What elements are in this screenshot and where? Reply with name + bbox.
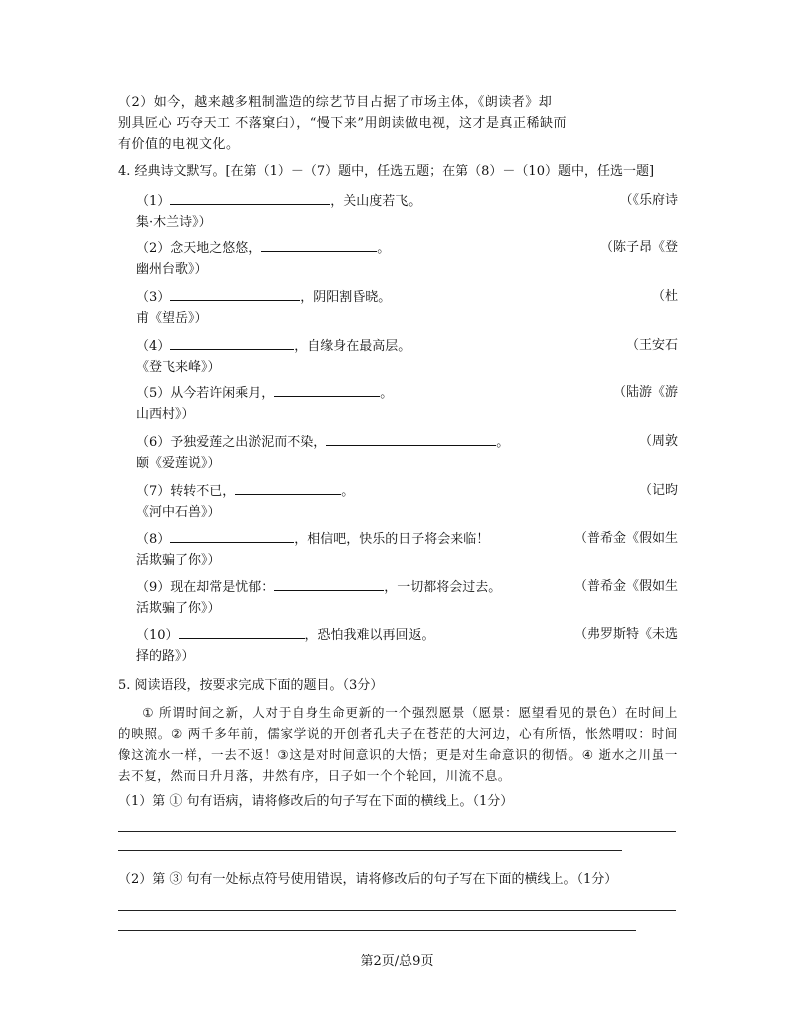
poem-item-2: （2）念天地之悠悠， 。 （陈子昂《登 幽州台歌》） — [136, 237, 678, 280]
poem-item-4: （4） ，自缘身在最高层。 （王安石 《登飞来峰》） — [136, 335, 678, 378]
sub-question-2: （2）第 ③ 句有一处标点符号使用错误，请将修改后的句子写在下面的横线上。（1分） — [118, 872, 618, 887]
answer-blank[interactable] — [170, 286, 300, 301]
answer-blank[interactable] — [179, 624, 305, 639]
answer-blank[interactable] — [274, 576, 384, 591]
question-5-title: 5. 阅读语段，按要求完成下面的题目。（3分） — [118, 678, 384, 693]
para-line-3: 有价值的电视文化。 — [118, 137, 240, 152]
poem-item-1: （1） ，关山度若飞。 （《乐府诗 集·木兰诗》） — [136, 190, 678, 233]
poem-item-5: （5）从今若许闲乘月， 。 （陆游《游 山西村》） — [136, 382, 678, 425]
para-line-1: （2）如今，越来越多粗制滥造的综艺节目占据了市场主体，《朗读者》却 — [118, 95, 553, 110]
answer-line[interactable] — [118, 850, 622, 851]
answer-blank[interactable] — [235, 480, 341, 495]
poem-item-9: （9）现在却常是忧郁： ，一切都将会过去。 （普希金《假如生 活欺骗了你》） — [136, 576, 678, 619]
answer-blank[interactable] — [274, 382, 380, 397]
poem-item-7: （7）转转不已， 。 （记昀 《河中石兽》） — [136, 480, 678, 523]
poem-item-8: （8） ，相信吧，快乐的日子将会来临！ （普希金《假如生 活欺骗了你》） — [136, 528, 678, 571]
answer-blank[interactable] — [170, 528, 294, 543]
question-4-title: 4. 经典诗文默写。[在第（1）－（7）题中，任选五题；在第（8）－（10）题中，任选一题] — [118, 164, 655, 179]
answer-line[interactable] — [118, 831, 676, 832]
poem-item-10: （10） ，恐怕我难以再回返。 （弗罗斯特《未选 择的路》） — [136, 624, 678, 667]
reading-passage: ① 所谓时间之新，人对于自身生命更新的一个强烈愿景（愿景：愿望看见的景色）在时间上的映照。② 两千多年前，儒家学说的开创者孔夫子在苍茫的大河边，心有所悟，怅然喟叹：时间像这流水一样，一去不返！③这是对时间意识的大悟；更是对生命意识的彻悟。④ 逝水之川虽一去不复，然而日升月落，井然有序，日子如一个个轮回，川流不息。 — [118, 705, 678, 783]
poem-item-3: （3） ，阴阳割昏晓。 （杜 甫《望岳》） — [136, 286, 678, 329]
page-footer: 第2页/总9页 — [360, 954, 434, 969]
poem-item-6: （6）予独爱莲之出淤泥而不染， 。 （周敦 颐《爱莲说》） — [136, 431, 678, 474]
sub-question-1: （1）第 ① 句有语病，请将修改后的句子写在下面的横线上。（1分） — [118, 794, 514, 809]
answer-line[interactable] — [118, 930, 636, 931]
paragraph-continued — [118, 92, 678, 155]
answer-line[interactable] — [118, 910, 676, 911]
para-line-2: 别具匠心 巧夺天工 不落窠臼），“慢下来”用朗读做电视，这才是真正稀缺而 — [118, 116, 568, 131]
answer-blank[interactable] — [170, 335, 294, 350]
answer-blank[interactable] — [326, 431, 496, 446]
answer-blank[interactable] — [170, 190, 330, 205]
answer-blank[interactable] — [261, 237, 377, 252]
